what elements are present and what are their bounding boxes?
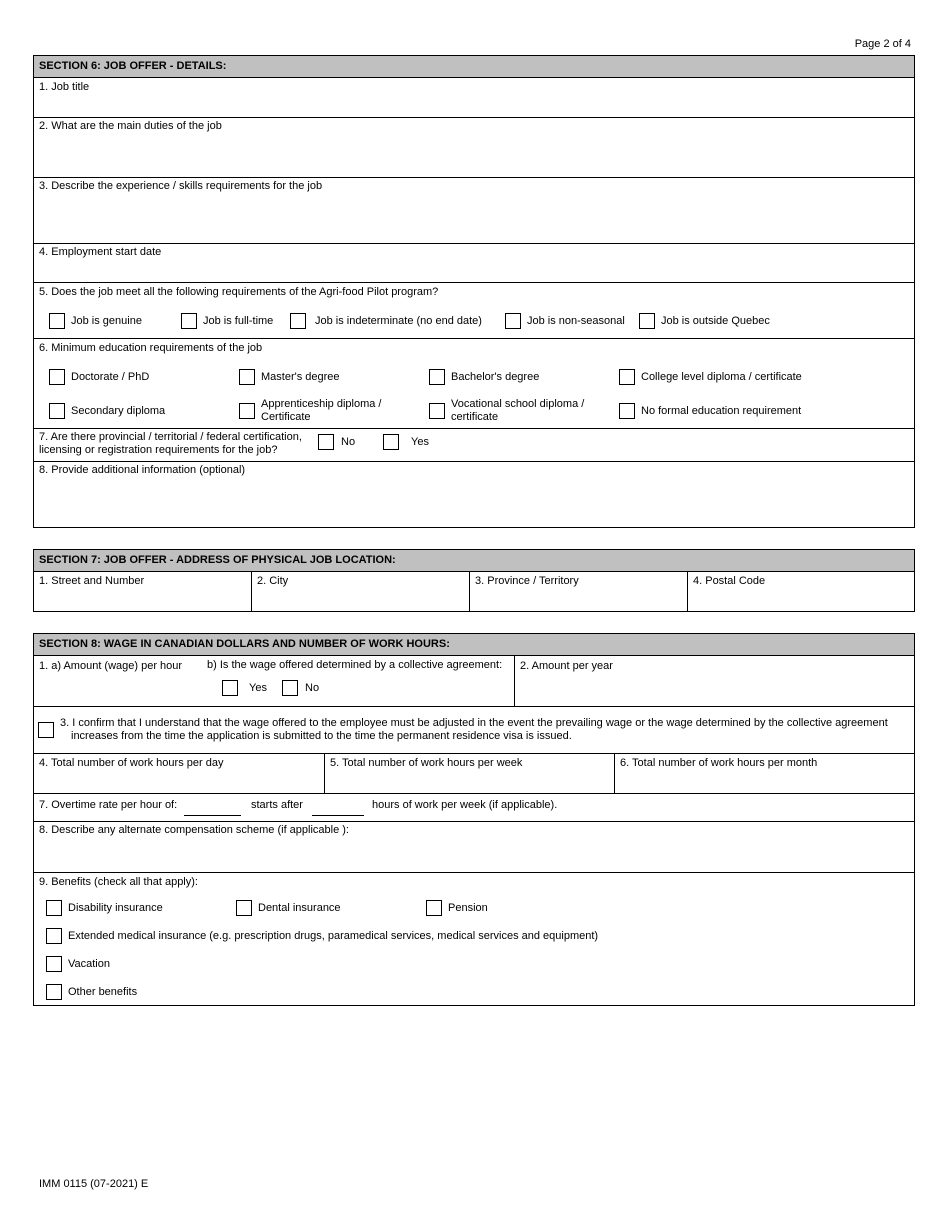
- wage-adjustment-line2: increases from the time the application is submitted to the time the permanent residence visa is issued.: [71, 730, 572, 742]
- page-number: Page 2 of 4: [854, 38, 911, 50]
- certification-no-label: No: [341, 436, 356, 448]
- doctorate-checkbox[interactable]: [49, 369, 65, 385]
- section-7: [33, 549, 915, 612]
- job-outside-quebec-checkbox[interactable]: [639, 313, 655, 329]
- extended-medical-label: Extended medical insurance (e.g. prescription drugs, paramedical services, medical services and equipment): [68, 930, 599, 942]
- benefits-label: 9. Benefits (check all that apply):: [39, 876, 198, 888]
- agri-food-requirements-label: 5. Does the job meet all the following requirements of the Agri-food Pilot program?: [39, 286, 439, 298]
- job-non-seasonal-checkbox[interactable]: [505, 313, 521, 329]
- collective-agreement-yes-checkbox[interactable]: [222, 680, 238, 696]
- wage-per-hour-label: 1. a) Amount (wage) per hour: [39, 660, 183, 672]
- dental-insurance-label: Dental insurance: [258, 902, 341, 914]
- secondary-diploma-checkbox[interactable]: [49, 403, 65, 419]
- additional-info-label: 8. Provide additional information (optional): [39, 464, 246, 476]
- section-8: [33, 633, 915, 1006]
- section-6-title: SECTION 6: JOB OFFER - DETAILS:: [34, 56, 914, 78]
- no-formal-education-label: No formal education requirement: [641, 405, 802, 417]
- section-6: [33, 55, 915, 528]
- dental-insurance-checkbox[interactable]: [236, 900, 252, 916]
- overtime-rate-label: 7. Overtime rate per hour of:: [39, 799, 178, 811]
- overtime-hours-input[interactable]: [312, 815, 364, 816]
- secondary-diploma-label: Secondary diploma: [71, 405, 166, 417]
- job-full-time-checkbox[interactable]: [181, 313, 197, 329]
- certification-question: [39, 431, 302, 457]
- bachelors-checkbox[interactable]: [429, 369, 445, 385]
- certification-question-line1: 7. Are there provincial / territorial / federal certification,: [39, 431, 302, 443]
- masters-checkbox[interactable]: [239, 369, 255, 385]
- vocational-checkbox[interactable]: [429, 403, 445, 419]
- hours-per-week-label: 5. Total number of work hours per week: [330, 757, 523, 769]
- no-formal-education-checkbox[interactable]: [619, 403, 635, 419]
- collective-agreement-yes-label: Yes: [249, 682, 267, 694]
- pension-checkbox[interactable]: [426, 900, 442, 916]
- vocational-label: Vocational school diploma / certificate: [451, 398, 585, 423]
- wage-adjustment-line1: 3. I confirm that I understand that the wage offered to the employee must be adjusted in the event the prevailing wage or the wage determined by the collective agreement: [60, 717, 888, 729]
- vacation-label: Vacation: [68, 958, 110, 970]
- alternate-compensation-label: 8. Describe any alternate compensation scheme (if applicable ):: [39, 824, 349, 836]
- form-code: IMM 0115 (07-2021) E: [39, 1178, 149, 1190]
- certification-yes-label: Yes: [411, 436, 429, 448]
- certification-question-line2: licensing or registration requirements for the job?: [39, 444, 278, 456]
- apprenticeship-label: Apprenticeship diploma / Certificate: [261, 398, 382, 423]
- city-label: 2. City: [257, 575, 289, 587]
- college-diploma-label: College level diploma / certificate: [641, 371, 802, 383]
- certification-yes-checkbox[interactable]: [383, 434, 399, 450]
- main-duties-label: 2. What are the main duties of the job: [39, 120, 222, 132]
- other-benefits-checkbox[interactable]: [46, 984, 62, 1000]
- collective-agreement-no-checkbox[interactable]: [282, 680, 298, 696]
- job-title-label: 1. Job title: [39, 81, 90, 93]
- job-indeterminate-checkbox[interactable]: [290, 313, 306, 329]
- vacation-checkbox[interactable]: [46, 956, 62, 972]
- street-number-label: 1. Street and Number: [39, 575, 145, 587]
- hours-per-day-label: 4. Total number of work hours per day: [39, 757, 224, 769]
- apprenticeship-checkbox[interactable]: [239, 403, 255, 419]
- bachelors-label: Bachelor's degree: [451, 371, 540, 383]
- job-genuine-checkbox[interactable]: [49, 313, 65, 329]
- job-outside-quebec-label: Job is outside Quebec: [661, 315, 770, 327]
- section-7-title: SECTION 7: JOB OFFER - ADDRESS OF PHYSICAL JOB LOCATION:: [34, 550, 914, 572]
- collective-agreement-label: b) Is the wage offered determined by a collective agreement:: [207, 659, 503, 671]
- wage-adjustment-confirm-checkbox[interactable]: [38, 722, 54, 738]
- pension-label: Pension: [448, 902, 488, 914]
- experience-skills-label: 3. Describe the experience / skills requirements for the job: [39, 180, 323, 192]
- extended-medical-checkbox[interactable]: [46, 928, 62, 944]
- other-benefits-label: Other benefits: [68, 986, 138, 998]
- section-8-title: SECTION 8: WAGE IN CANADIAN DOLLARS AND NUMBER OF WORK HOURS:: [34, 634, 914, 656]
- amount-per-year-label: 2. Amount per year: [520, 660, 613, 672]
- employment-start-date-label: 4. Employment start date: [39, 246, 162, 258]
- wage-adjustment-confirm-text: [60, 717, 888, 743]
- disability-insurance-checkbox[interactable]: [46, 900, 62, 916]
- disability-insurance-label: Disability insurance: [68, 902, 163, 914]
- overtime-rate-input[interactable]: [184, 815, 241, 816]
- overtime-starts-after-label: starts after: [251, 799, 303, 811]
- postal-code-label: 4. Postal Code: [693, 575, 766, 587]
- college-diploma-checkbox[interactable]: [619, 369, 635, 385]
- collective-agreement-no-label: No: [305, 682, 320, 694]
- job-non-seasonal-label: Job is non-seasonal: [527, 315, 625, 327]
- education-requirements-label: 6. Minimum education requirements of the job: [39, 342, 263, 354]
- certification-no-checkbox[interactable]: [318, 434, 334, 450]
- province-territory-label: 3. Province / Territory: [475, 575, 579, 587]
- masters-label: Master's degree: [261, 371, 340, 383]
- overtime-hours-suffix: hours of work per week (if applicable).: [372, 799, 558, 811]
- job-indeterminate-label: Job is indeterminate (no end date): [315, 315, 482, 327]
- job-full-time-label: Job is full-time: [203, 315, 274, 327]
- doctorate-label: Doctorate / PhD: [71, 371, 150, 383]
- job-genuine-label: Job is genuine: [71, 315, 142, 327]
- hours-per-month-label: 6. Total number of work hours per month: [620, 757, 818, 769]
